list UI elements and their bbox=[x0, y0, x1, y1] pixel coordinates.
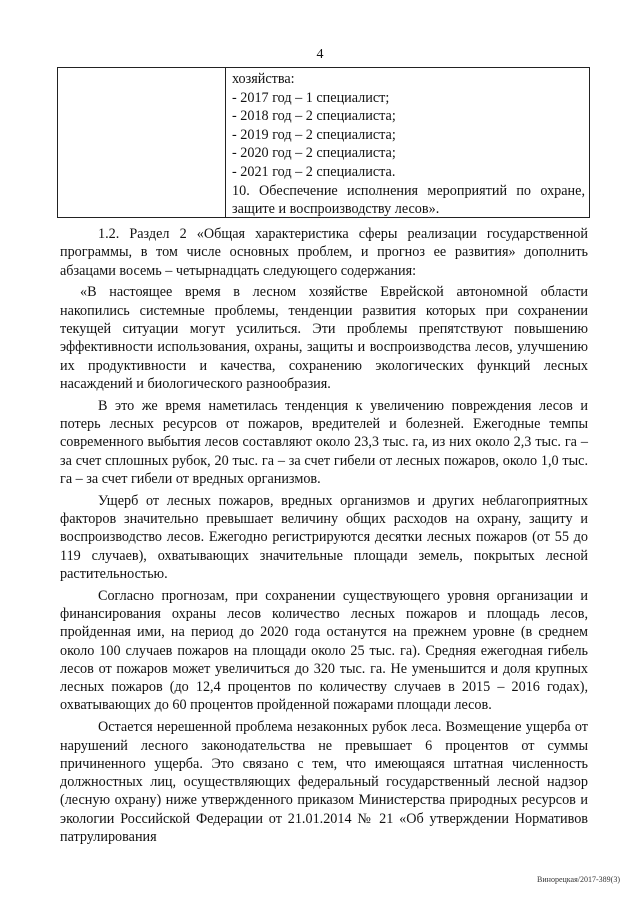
table-line: - 2021 год – 2 специалиста. bbox=[232, 163, 396, 180]
table-column-divider bbox=[225, 68, 226, 217]
table-line: хозяйства: bbox=[232, 71, 295, 87]
paragraph-illegal-logging: Остается нерешенной проблема незаконных рубок леса. Возмещение ущерба от нарушений лесного законодательства не превышает 6 процентов от суммы причиненного ущерба. Это связано с тем, что имеющаяся штатная численность должностных лиц, осуществляющих федеральный государственный лесной надзор (лесную охрану) ниже утвержденного приказом Министерства природных ресурсов и экологии Российской Федерации от 21.01.2014 № 21 «Об утверждении Нормативов патрулирования bbox=[60, 719, 588, 845]
page-number: 4 bbox=[316, 47, 324, 62]
footer-document-code: Винорецкая/2017-389(3) bbox=[537, 875, 620, 884]
table-line: - 2017 год – 1 специалист; bbox=[232, 89, 390, 106]
table-line: - 2019 год – 2 специалиста; bbox=[232, 126, 396, 143]
table-line: - 2020 год – 2 специалиста; bbox=[232, 145, 396, 162]
continuation-table bbox=[57, 67, 590, 218]
document-body bbox=[60, 225, 588, 850]
paragraph-forecast: Согласно прогнозам, при сохранении существующего уровня организации и финансирования охраны лесов количество лесных пожаров и площадь лесов, пройденная ими, на период до 2020 года останутся на прежнем уровне (в среднем около 100 случаев пожаров на площади около 25 тыс. га). Средняя ежегодная гибель лесов от пожаров может увеличиться до 320 тыс. га. Не уменьшится и доля крупных лесных пожаров (до 12,4 процентов по количеству случаев в 2015 – 2016 годах), охватывающих до 60 процентов пройденной пожарами площади лесов. bbox=[60, 587, 588, 714]
table-item-10: 10. Обеспечение исполнения мероприятий по охране, защите и воспроизводству лесов». bbox=[232, 182, 585, 218]
paragraph-fire-damage: Ущерб от лесных пожаров, вредных организмов и других неблагоприятных факторов значительно превышает величину общих расходов на охрану, защиту и воспроизводство лесов. Ежегодно регистрируются десятки лесных пожаров (от 55 до 119 случаев), охватывающих значительные площади земель, покрытых лесной растительностью. bbox=[60, 492, 588, 582]
paragraph-systemic-problems: «В настоящее время в лесном хозяйстве Еврейской автономной области накопились системные проблемы, тенденции развития которых при сохранении текущей ситуации могут усилиться. Эти проблемы препятствуют повышению эффективности использования, охраны, защиты и воспроизводства лесов, улучшению их продуктивности и качества, сохранению экологических функций лесных насаждений и биологического разнообразия. bbox=[60, 284, 588, 392]
table-right-cell bbox=[232, 70, 585, 219]
table-line: - 2018 год – 2 специалиста; bbox=[232, 108, 396, 125]
paragraph-amendment: 1.2. Раздел 2 «Общая характеристика сферы реализации государственной программы, в том числе основных проблем, и прогноз ее развития» дополнить абзацами восемь – четырнадцать следующего содержания: bbox=[60, 226, 588, 279]
paragraph-forest-damage: В это же время наметилась тенденция к увеличению повреждения лесов и потерь лесных ресурсов от пожаров, вредителей и болезней. Ежегодные темпы современного выбытия лесов составляют около 23,3 тыс. га, из них около 2,3 тыс. га – за счет сплошных рубок, 20 тыс. га – за счет гибели от лесных пожаров, около 1,0 тыс. га – за счет гибели от вредных организмов. bbox=[60, 397, 588, 487]
